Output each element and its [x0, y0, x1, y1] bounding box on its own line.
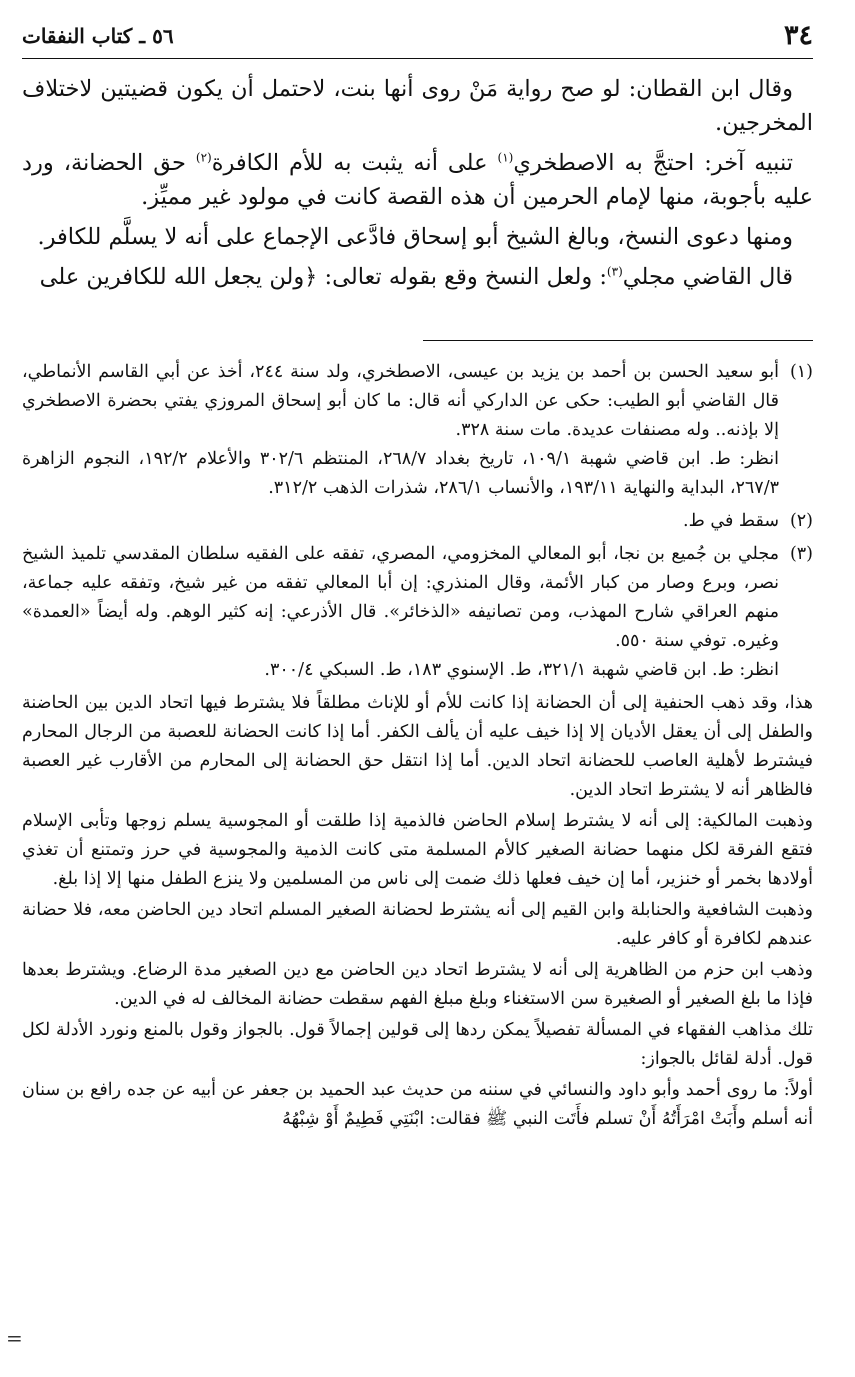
footnote — [22, 540, 813, 685]
main-paragraph — [22, 146, 813, 214]
page-number: ٣٤ — [783, 20, 813, 51]
note-paragraph: أولاً: ما روى أحمد وأبو داود والنسائي في سننه من حديث عبد الحميد بن جعفر عن أبيه عن جده رافع بن سنان أنه أسلم وأَبَتْ امْرَأَتُهُ أَنْ تسلم فأَتَت النبي ﷺ فقالت: ابْنَتِي فَطِيمٌ أَوْ شِبْهُهُ — [22, 1080, 813, 1129]
main-paragraph: ومنها دعوى النسخ، وبالغ الشيخ أبو إسحاق فادَّعى الإجماع على أنه لا يسلَّم للكافر. — [37, 224, 793, 250]
footnote-text: سقط في ط. — [683, 511, 779, 531]
main-text — [22, 72, 813, 300]
note-paragraph: وذهبت المالكية: إلى أنه لا يشترط إسلام الحاضن فالذمية إذا طلقت أو المجوسية يسلم زوجها وتأبى الإسلام فتقع الفرقة لكل منهما حضانة الصغير كالأم المسلمة متى كانت الذمية والمجوسية في حرز وتمتنع أن تغذي أولادها بخمر أو خنزير، أما إن خيف فعلها ذلك ضمت إلى ناس من المسلمين ولا ينزع الطفل منها إلا إذا بلغ. — [22, 811, 813, 889]
page-header — [22, 18, 813, 59]
footnote-separator — [423, 340, 813, 341]
paragraph-text: تنبيه آخر: احتجَّ به الاصطخري — [513, 150, 794, 176]
footnote-ref[interactable]: (٣) — [606, 264, 623, 279]
footnote-text: مجلي بن جُميع بن نجا، أبو المعالي المخزومي، المصري، تفقه على الفقيه سلطان المقدسي تلميذ الشيخ نصر، وبرع وصار من كبار الأئمة، وقال المنذري: إن أبا المعالي تفقه من غير شيخ، وتفقه عليه جماعة، منهم العراقي شارح المهذب، ومن تصانيفه «الذخائر». قال الأذرعي: إنه كثير الوهم. وله أيضاً «العمدة» وغيره. توفي سنة ٥٥٠. — [22, 544, 779, 651]
footnote-ref[interactable]: (١) — [497, 150, 514, 165]
paragraph-text: حق الحضانة، ورد عليه بأجوبة، منها لإمام الحرمين أن هذه القصة كانت في مولود غير مميِّز. — [22, 150, 813, 210]
footnote — [22, 507, 813, 536]
note-paragraph: هذا، وقد ذهب الحنفية إلى أن الحضانة إذا كانت للأم أو للإناث مطلقاً فلا يشترط فيها اتحاد الدين بين الحاضنة والطفل إلى أن يعقل الأديان إلا إذا خيف عليه أن يألف الكفر. أما إذا كانت الحضانة للعصبة من الرجال المحارم فيشترط لأهلية العاصب للحضانة اتحاد الدين. أما إذا انتقل حق الحضانة إلى المحارم من الأقارب غير العصبة فالظاهر أنه لا يشترط اتحاد الدين. — [22, 693, 813, 800]
footnotes — [22, 358, 813, 1136]
footnote-number: (٢) — [789, 511, 813, 531]
footnote — [22, 358, 813, 503]
paragraph-text: على أنه يثبت به للأم الكافرة — [211, 150, 498, 176]
footnote-number: (٣) — [789, 544, 813, 564]
footnote-ref[interactable]: (٢) — [195, 150, 212, 165]
main-paragraph — [22, 260, 813, 294]
footnote-number: (١) — [789, 362, 813, 382]
footnote-sources: انظر: ط. ابن قاضي شهبة ١٠٩/١، تاريخ بغداد ٢٦٨/٧، المنتظم ٣٠٢/٦ والأعلام ١٩٢/٢، النجوم الزاهرة ٢٦٧/٣، البداية والنهاية ١٩٣/١١، والأنساب ٢٨٦/١، شذرات الذهب ٣١٢/٢. — [22, 449, 780, 498]
running-title: ٥٦ ـ كتاب النفقات — [22, 24, 174, 48]
footnote-sources: انظر: ط. ابن قاضي شهبة ٣٢١/١، ط. الإسنوي ١٨٣، ط. السبكي ٣٠٠/٤. — [264, 660, 779, 680]
paragraph-text: : ولعل النسخ وقع بقوله تعالى: ﴿ولن يجعل الله للكافرين على — [39, 264, 607, 290]
note-paragraph: تلك مذاهب الفقهاء في المسألة تفصيلاً يمكن ردها إلى قولين إجمالاً قول. بالجواز وقول بالمنع ونورد الأدلة لكل قول. أدلة لقائل بالجواز: — [22, 1020, 813, 1069]
main-paragraph: وقال ابن القطان: لو صح رواية مَنْ روى أنها بنت، لاحتمل أن يكون قضيتين لاختلاف المخرجين. — [22, 76, 813, 136]
note-paragraph: وذهب ابن حزم من الظاهرية إلى أنه لا يشترط اتحاد دين الحاضن مع دين الصغير مدة الرضاع. ويشترط بعدها فإذا ما بلغ الصغير أو الصغيرة سن الاستغناء وبلغ مبلغ الفهم سقطت حضانة المخالف له في الدين. — [22, 960, 813, 1009]
note-paragraph: وذهبت الشافعية والحنابلة وابن القيم إلى أنه يشترط لحضانة الصغير المسلم اتحاد دين الحاضن معه، فلا حضانة عندهم لكافرة أو كافر عليه. — [22, 900, 813, 949]
paragraph-text: قال القاضي مجلي — [622, 264, 793, 290]
footnote-text: أبو سعيد الحسن بن أحمد بن يزيد بن عيسى، الاصطخري، ولد سنة ٢٤٤، أخذ عن أبي القاسم الأنماطي، قال القاضي أبو الطيب: حكى عن الداركي أنه قال: ما كان أبو إسحاق المروزي يفتي بحضرة الاصطخري إلا بإذنه.. وله مصنفات عديدة. مات سنة ٣٢٨. — [22, 362, 779, 440]
continuation-mark: = — [6, 1326, 23, 1350]
